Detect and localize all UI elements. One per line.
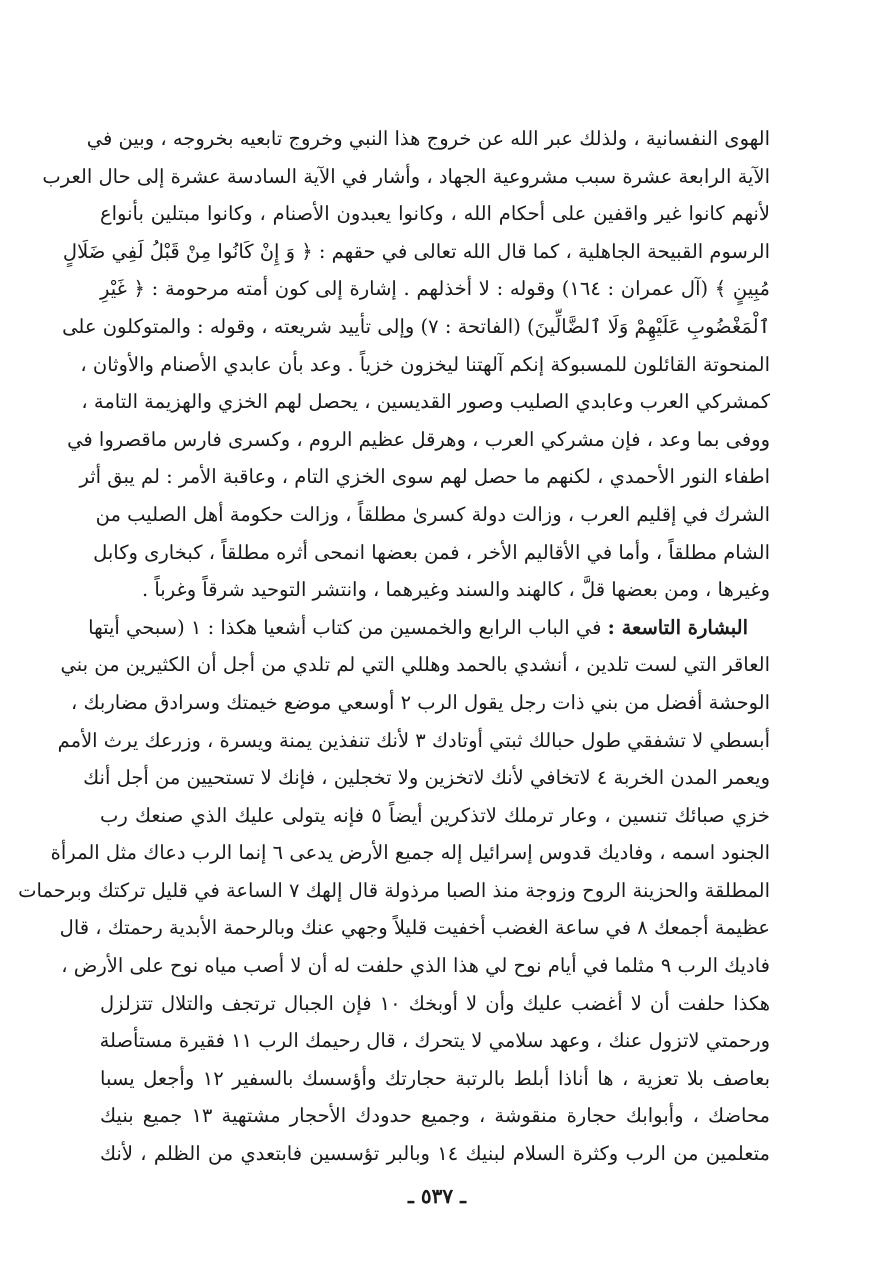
text-line: بعاصف بلا تعزية ، ها أناذا أبلط بالرتبة حجارتك وأؤسسك بالسفير ١٢ وأجعل يسبا bbox=[100, 1066, 770, 1090]
text-line: المنحوتة القائلون للمسبوكة إنكم آلهتنا ليخزون خزياً . وعد بأن عابدي الأصنام والأوثان ، bbox=[80, 352, 770, 376]
section-line-text: في الباب الرابع والخمسين من كتاب أشعيا هكذا : ١ (سبحي أيتها bbox=[88, 615, 602, 639]
text-line: المطلقة والحزينة الروح وزوجة منذ الصبا مرذولة قال إلهك ٧ الساعة في قليل تركتك وبرحمات bbox=[18, 878, 770, 902]
text-line: العاقر التي لست تلدين ، أنشدي بالحمد وهللي التي لم تلدي من أجل أن الكثيرين من بني bbox=[60, 653, 770, 677]
text-line: ورحمتي لاتزول عنك ، وعهد سلامي لا يتحرك ، قال رحيمك الرب ١١ فقيرة مستأصلة bbox=[99, 1029, 770, 1053]
text-line: خزي صبائك تنسين ، وعار ترملك لاتذكرين أيضاً ٥ فإنه يتولى عليك الذي صنعك رب bbox=[100, 803, 770, 827]
body-text bbox=[18, 120, 770, 1173]
text-line: كمشركي العرب وعابدي الصليب وصور القديسين ، يحصل لهم الخزي والهزيمة التامة ، bbox=[81, 390, 770, 414]
text-line: الشرك في إقليم العرب ، وزالت دولة كسرىٰ مطلقاً ، وزالت حكومة أهل الصليب من bbox=[95, 502, 770, 526]
text-line: أبسطي لا تشفقي طول حبالك ثبتي أوتادك ٣ لأنك تنفذين يمنة ويسرة ، وزرعك يرث الأمم bbox=[57, 728, 770, 752]
text-line: الآية الرابعة عشرة سبب مشروعية الجهاد ، وأشار في الآية السادسة عشرة إلى حال العرب bbox=[42, 164, 770, 188]
text-line: الشام مطلقاً ، وأما في الأقاليم الأخر ، فمن بعضها انمحى أثره مطلقاً ، كبخارى وكابل bbox=[93, 540, 770, 564]
text-line: وغيرها ، ومن بعضها قلَّ ، كالهند والسند وغيرهما ، وانتشر التوحيد شرقاً وغرباً . bbox=[141, 578, 770, 602]
section-heading: البشارة التاسعة : bbox=[607, 615, 748, 639]
text-line: الهوى النفسانية ، ولذلك عبر الله عن خروج هذا النبي وخروج تابعيه بخروجه ، وبين في bbox=[86, 127, 770, 150]
text-line: ٱلْمَغْضُوبِ عَلَيْهِمْ وَلَا ٱلضَّالِّينَ) (الفاتحة : ٧) وإلى تأييد شريعته ، وقوله : والمتوكلون على bbox=[62, 314, 770, 338]
text-line: مُبِينٍ ﴾ (آل عمران : ١٦٤) وقوله : لا أخذلهم . إشارة إلى كون أمته مرحومة : ﴿ غَيْرِ bbox=[100, 277, 770, 301]
section-line bbox=[88, 609, 770, 647]
text-line: الوحشة أفضل من بني ذات رجل يقول الرب ٢ أوسعي موضع خيمتك وسرادق مضاربك ، bbox=[70, 690, 770, 714]
text-line: عظيمة أجمعك ٨ في ساعة الغضب أخفيت قليلاً وجهي عنك وبالرحمة الأبدية رحمتك ، قال bbox=[59, 916, 770, 940]
text-line: ووفى بما وعد ، فإن مشركي العرب ، وهرقل عظيم الروم ، وكسرى فارس ماقصروا في bbox=[67, 427, 770, 451]
text-line: لأنهم كانوا غير واقفين على أحكام الله ، وكانوا يعبدون الأصنام ، وكانوا مبتلين بأنواع bbox=[100, 202, 770, 226]
text-line: محاضك ، وأبوابك حجارة منقوشة ، وجميع حدودك الأحجار مشتهية ١٣ جميع بنيك bbox=[100, 1104, 770, 1128]
text-line: فاديك الرب ٩ مثلما في أيام نوح لي هذا الذي حلفت له أن لا أصب مياه نوح على الأرض ، bbox=[61, 954, 770, 978]
text-line: هكذا حلفت أن لا أغضب عليك وأن لا أوبخك ١٠ فإن الجبال ترتجف والتلال تتزلزل bbox=[100, 991, 770, 1015]
text-line: متعلمين من الرب وكثرة السلام لبنيك ١٤ وبالبر تؤسسين فابتعدي من الظلم ، لأنك bbox=[100, 1142, 770, 1166]
text-line: ويعمر المدن الخربة ٤ لاتخافي لأنك لاتخزين ولا تخجلين ، فإنك لا تستحيين من أجل أنك bbox=[83, 766, 770, 790]
page-number: ـ ٥٣٧ ـ bbox=[408, 1184, 466, 1208]
text-line: الجنود اسمه ، وفاديك قدوس إسرائيل إله جميع الأرض يدعى ٦ إنما الرب دعاك مثل المرأة bbox=[50, 841, 770, 865]
text-line: الرسوم القبيحة الجاهلية ، كما قال الله تعالى في حقهم : ﴿ وَ إِنْ كَانُوا مِنْ قَبْلُ لَفِي ضَلَالٍ bbox=[62, 239, 770, 263]
text-line: اطفاء النور الأحمدي ، لكنهم ما حصل لهم سوى الخزي التام ، وعاقبة الأمر : لم يبق أثر bbox=[79, 465, 770, 489]
